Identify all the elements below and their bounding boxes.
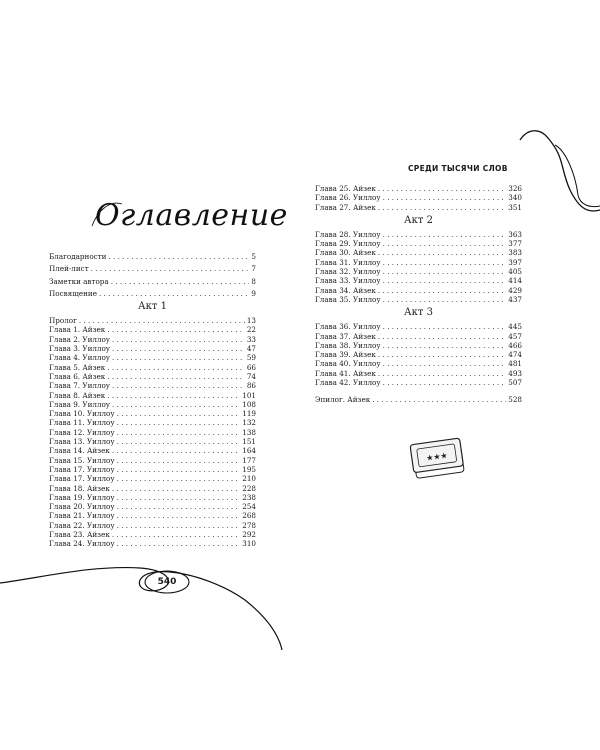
entry-page: 86 <box>246 381 256 391</box>
entry-label: Глава 29. Уиллоу <box>315 239 381 249</box>
entry-label: Глава 23. Айзек <box>49 530 110 540</box>
entry-label: Глава 15. Уиллоу <box>49 455 115 465</box>
entry-page: 507 <box>508 378 522 388</box>
entry-page: 310 <box>242 539 256 549</box>
entry-page: 47 <box>246 344 256 354</box>
entry-page: 493 <box>508 368 522 378</box>
act-3-heading: Акт 3 <box>404 307 433 319</box>
entry-label: Посвящение <box>49 288 97 298</box>
entry-page: 13 <box>246 316 256 326</box>
entry-label: Глава 27. Айзек <box>315 202 376 212</box>
entry-page: 278 <box>242 520 256 530</box>
entry-page: 528 <box>508 395 522 405</box>
title-flourish <box>92 203 122 226</box>
entry-page: 119 <box>242 409 256 419</box>
entry-label: Глава 35. Уиллоу <box>315 294 381 304</box>
entry-page: 138 <box>242 427 256 437</box>
right-swoosh-top <box>520 131 600 211</box>
entry-label: Благодарности <box>49 252 107 261</box>
entry-label: Глава 22. Уиллоу <box>49 520 115 530</box>
entry-page: 397 <box>508 257 522 267</box>
entry-page: 292 <box>242 530 256 540</box>
left-swoosh <box>0 568 282 650</box>
entry-page: 254 <box>242 502 256 512</box>
entry-label: Плей-лист <box>49 264 89 274</box>
entry-label: Глава 7. Уиллоу <box>49 381 111 391</box>
entry-page: 405 <box>508 267 522 277</box>
entry-label: Глава 21. Уиллоу <box>49 511 115 521</box>
entry-label: Глава 25. Айзек <box>315 184 376 193</box>
entry-label: Глава 38. Уиллоу <box>315 340 381 350</box>
entry-page: 66 <box>246 362 256 372</box>
entry-label: Глава 26. Уиллоу <box>315 193 381 203</box>
entry-label: Глава 19. Уиллоу <box>49 492 115 502</box>
entry-page: 481 <box>508 359 522 369</box>
entry-page: 383 <box>508 248 522 258</box>
entry-page: 33 <box>246 334 256 344</box>
entry-page: 164 <box>242 446 256 456</box>
entry-label: Глава 10. Уиллоу <box>49 409 115 419</box>
entry-page: 74 <box>246 371 256 381</box>
entry-label: Заметки автора <box>49 276 109 286</box>
page-number: 540 <box>157 577 177 587</box>
entry-page: 8 <box>251 276 256 286</box>
entry-label: Глава 2. Уиллоу <box>49 334 111 344</box>
right-swoosh-inner <box>555 145 600 207</box>
entry-page: 238 <box>242 492 256 502</box>
entry-label: Глава 33. Уиллоу <box>315 276 381 286</box>
entry-page: 210 <box>242 474 256 484</box>
entry-page: 445 <box>508 322 522 332</box>
entry-page: 429 <box>508 285 522 295</box>
entry-page: 228 <box>242 483 256 493</box>
entry-page: 474 <box>508 350 522 360</box>
entry-label: Глава 34. Айзек <box>315 285 376 295</box>
entry-label: Глава 17. Уиллоу <box>49 474 115 484</box>
entry-label: Глава 18. Айзек <box>49 483 110 493</box>
entry-page: 132 <box>242 418 256 428</box>
entry-label: Глава 41. Айзек <box>315 368 376 378</box>
entry-label: Пролог <box>49 316 77 326</box>
entry-label: Глава 40. Уиллоу <box>315 359 381 369</box>
entry-page: 377 <box>508 239 522 249</box>
ticket-icon <box>410 438 464 479</box>
entry-label: Глава 20. Уиллоу <box>49 502 115 512</box>
act-2-heading: Акт 2 <box>404 214 433 226</box>
entry-label: Глава 1. Айзек <box>49 325 106 335</box>
entry-label: Глава 13. Уиллоу <box>49 437 115 447</box>
entry-page: 195 <box>242 464 256 474</box>
entry-page: 414 <box>508 276 522 286</box>
entry-label: Глава 6. Айзек <box>49 371 106 381</box>
entry-label: Глава 14. Айзек <box>49 446 110 456</box>
entry-page: 108 <box>242 399 256 409</box>
entry-page: 22 <box>246 325 256 335</box>
entry-label: Глава 37. Айзек <box>315 331 376 341</box>
entry-label: Глава 5. Айзек <box>49 362 106 372</box>
entry-page: 437 <box>508 294 522 304</box>
entry-label: Эпилог. Айзек <box>315 395 371 405</box>
entry-label: Глава 9. Уиллоу <box>49 399 111 409</box>
act-1-heading: Акт 1 <box>138 301 167 313</box>
entry-label: Глава 11. Уиллоу <box>49 418 115 428</box>
page-number-oval <box>145 571 189 593</box>
entry-page: 351 <box>508 202 522 212</box>
entry-page: 177 <box>242 455 256 465</box>
entry-label: Глава 17. Уиллоу <box>49 464 115 474</box>
entry-page: 101 <box>242 390 256 400</box>
entry-label: Глава 12. Уиллоу <box>49 427 115 437</box>
entry-label: Глава 31. Уиллоу <box>315 257 381 267</box>
entry-label: Глава 39. Айзек <box>315 350 376 360</box>
entry-label: Глава 28. Уиллоу <box>315 229 381 239</box>
entry-label: Глава 4. Уиллоу <box>49 353 111 363</box>
entry-label: Глава 30. Айзек <box>315 248 376 258</box>
entry-page: 151 <box>242 437 256 447</box>
entry-page: 268 <box>242 511 256 521</box>
entry-page: 466 <box>508 340 522 350</box>
entry-page: 9 <box>251 288 256 298</box>
entry-page: 7 <box>251 264 256 274</box>
entry-label: Глава 8. Айзек <box>49 390 106 400</box>
entry-label: Глава 36. Уиллоу <box>315 322 381 332</box>
entry-page: 457 <box>508 331 522 341</box>
entry-label: Глава 3. Уиллоу <box>49 344 111 354</box>
entry-page: 340 <box>508 193 522 203</box>
entry-label: Глава 42. Уиллоу <box>315 378 381 388</box>
entry-page: 59 <box>246 353 256 363</box>
entry-page: 363 <box>508 229 522 239</box>
running-header: СРЕДИ ТЫСЯЧИ СЛОВ <box>408 164 508 173</box>
entry-page: 326 <box>508 184 522 193</box>
toc-title: Оглавление <box>95 198 288 233</box>
ticket-stars: ★★★ <box>425 450 449 463</box>
entry-label: Глава 24. Уиллоу <box>49 539 115 549</box>
entry-page: 5 <box>251 252 256 261</box>
entry-label: Глава 32. Уиллоу <box>315 267 381 277</box>
